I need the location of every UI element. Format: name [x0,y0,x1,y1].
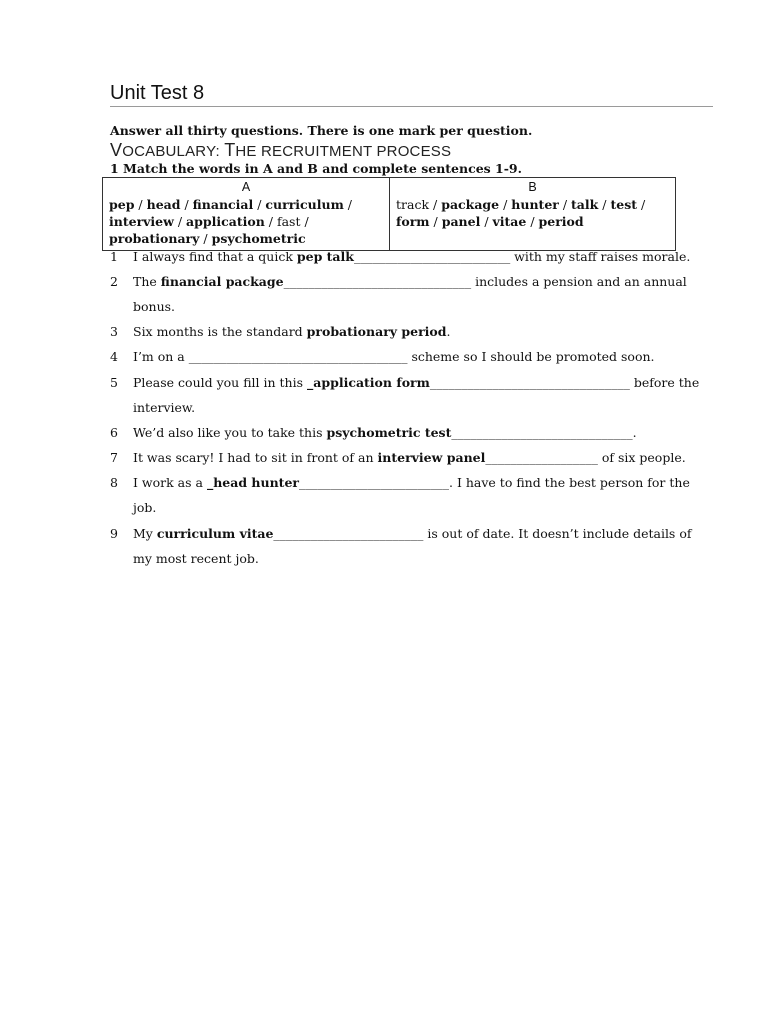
question-suffix: . [632,425,637,440]
question-suffix: scheme so I should be promoted soon. [407,349,655,364]
column-a-header: A [241,180,251,194]
question-number: 7 [110,450,118,465]
answer-blank: ________________________ [273,526,424,541]
question-number: 4 [110,349,118,364]
question-answer: probationary period [306,324,447,339]
question-text [133,319,710,344]
column-b [390,178,676,251]
question-number: 3 [110,324,118,339]
question-number: 5 [110,375,118,390]
column-b-word: hunter [511,197,559,212]
question-answer: interview panel [377,450,486,465]
question-prefix: Six months is the standard [133,324,307,339]
column-b-word: period [538,214,584,229]
column-b-word: vitae [492,214,527,229]
question-item [110,370,710,420]
question-answer: _head hunter [206,475,299,490]
question-suffix: . I have to find the best person for the job. [133,475,690,515]
column-a-word: interview [109,214,174,229]
question-prefix: I always find that a quick [133,249,297,264]
question-answer: financial package [160,274,284,289]
question-number: 9 [110,526,118,541]
column-b-word: panel [441,214,481,229]
question-item [110,269,710,319]
column-a-word: fast [276,214,301,229]
question-answer: pep talk [296,249,354,264]
question-prefix: My [133,526,157,541]
column-a-word: probationary [109,231,200,246]
question-number: 2 [110,274,118,289]
question-item [110,470,710,520]
column-b-word: track [396,197,430,212]
page-title: Unit Test 8 [110,82,205,104]
column-b-header: B [528,180,537,194]
question-item [110,445,710,470]
question-prefix: It was scary! I had to sit in front of an [133,450,378,465]
question-prefix: We’d also like you to take this [133,425,327,440]
question-text [133,244,710,269]
word-match-table [102,177,676,251]
question-text [133,445,710,470]
question-text [133,370,710,420]
question-text [133,344,710,369]
question-item [110,244,710,269]
answer-blank: ________________________________ [429,375,630,390]
column-b-word: talk [571,197,599,212]
question-prefix: The [133,274,161,289]
question-answer: curriculum vitae [156,526,274,541]
answer-blank: ______________________________ [283,274,472,289]
column-a-words: pep / head / financial / curriculum / interview / application / fast / probationary / psychometric [109,197,352,246]
question-answer: psychometric test [326,425,452,440]
column-a-word: pep [109,197,135,212]
column-a-word: financial [192,197,254,212]
answer-blank: ___________________________________ [188,349,408,364]
question-number: 1 [110,249,118,264]
question-item [110,521,710,571]
column-a-word: application [186,214,265,229]
question-answer: _application form [307,375,430,390]
question-text [133,269,710,319]
column-b-word: form [396,214,430,229]
answer-blank: _____________________________ [451,425,633,440]
question-item [110,319,710,344]
question-text [133,521,710,571]
column-b-word: test [610,197,638,212]
question-item [110,420,710,445]
task-instruction: 1 Match the words in A and B and complete sentences 1-9. [110,161,522,176]
question-suffix: is out of date. It doesn’t include details of my most recent job. [133,526,692,566]
question-number: 8 [110,475,118,490]
column-a-word: curriculum [265,197,344,212]
column-a [103,178,390,251]
answer-blank: ________________________ [299,475,449,490]
column-a-word: head [146,197,181,212]
question-prefix: Please could you fill in this [133,375,307,390]
column-b-words: track / package / hunter / talk / test / form / panel / vitae / period [396,197,646,229]
question-item [110,344,710,369]
question-text [133,470,710,520]
test-instructions: Answer all thirty questions. There is one mark per question. [110,123,533,138]
question-suffix: of six people. [597,450,686,465]
title-divider [110,106,713,107]
question-number: 6 [110,425,118,440]
question-suffix: with my staff raises morale. [510,249,691,264]
answer-blank: __________________ [485,450,598,465]
question-prefix: I’m on a [133,349,189,364]
question-prefix: I work as a [133,475,207,490]
section-heading: VOCABULARY: THE RECRUITMENT PROCESS [110,140,452,160]
question-suffix: includes a pension and an annual bonus. [133,274,687,314]
column-b-word: package [441,197,500,212]
question-suffix: before the interview. [133,375,700,415]
column-a-word: psychometric [211,231,306,246]
question-text [133,420,710,445]
answer-blank: _________________________ [353,249,511,264]
question-suffix: . [446,324,451,339]
